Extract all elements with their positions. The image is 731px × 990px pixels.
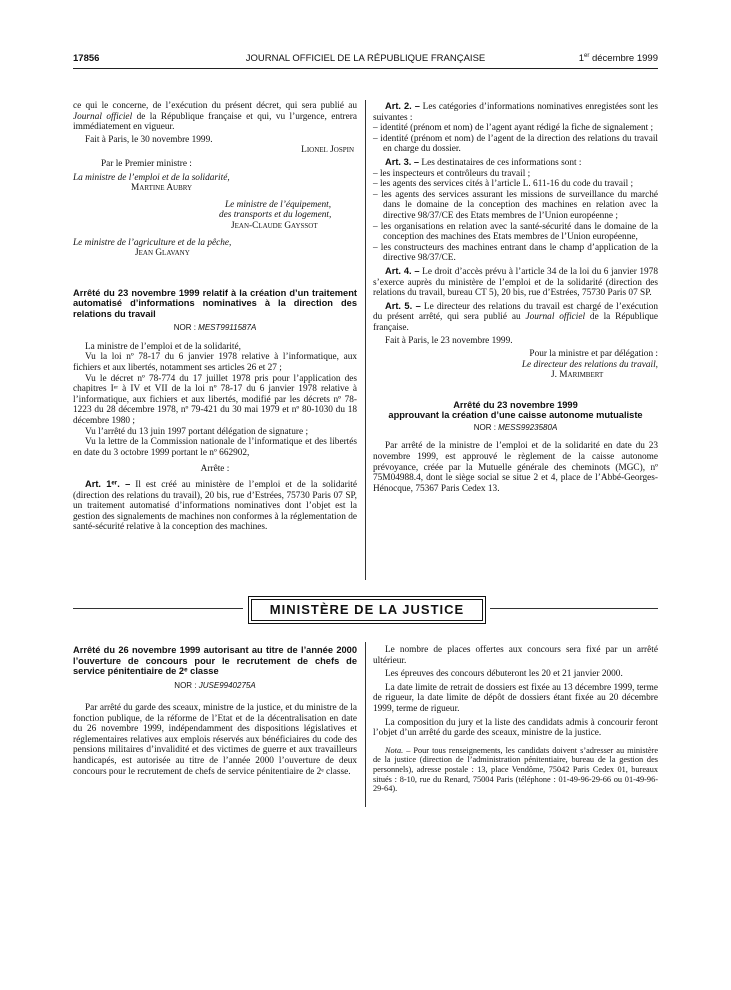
left-column-bottom: [73, 645, 357, 777]
par-delegation: Pour la ministre et par délégation :: [529, 349, 658, 360]
signature-glavany: Jean Glavany: [135, 248, 190, 259]
arrete3-right-para-0: Le nombre de places offertes aux concours sera fixé par un arrêté ultérieur.: [373, 645, 658, 666]
art2-list: [373, 123, 658, 155]
ministry-heading: MINISTÈRE DE LA JUSTICE: [251, 599, 483, 621]
left-column-top: [73, 101, 357, 533]
arrete3-right-para-2: La date limite de retrait de dossiers est fixée au 13 décembre 1999, terme de rigueur, la date limite de dépôt de dossiers étant fixée au 20 décembre 1999, terme de rigueur.: [373, 682, 658, 714]
right-column-top: [373, 101, 658, 494]
list-item: – les agents des services assurant les missions de surveillance du marché dans le domaine de la conception des machines en relation avec la directive 98/37/CE des Etats membres de l’Union européenne ;: [373, 189, 658, 221]
art3: Art. 3. – Les destinataires de ces informations sont :: [385, 156, 582, 168]
ministry-rule-left: [73, 608, 243, 609]
column-divider-bottom: [365, 642, 366, 807]
signature-marimbert: J. Marimbert: [551, 370, 604, 381]
art5: Art. 5. – Le directeur des relations du travail est chargé de l’exécution du présent arrêté, qui sera publié au Journal officiel de la République française.: [373, 300, 658, 333]
list-item: – les inspecteurs et contrôleurs du travail ;: [373, 168, 531, 179]
journal-title: JOURNAL OFFICIEL DE LA RÉPUBLIQUE FRANÇAISE: [245, 53, 486, 64]
list-item: – les organisations en relation avec la santé-sécurité dans le domaine de la conception des machines des Etats membres de l’Union européenne,: [373, 221, 658, 243]
ministre-agriculture: Le ministre de l’agriculture et de la pêche,: [73, 237, 232, 248]
arrete2-nor: NOR : MESS9923580A: [473, 422, 558, 432]
arrete2-title-2: approuvant la création d’une caisse autonome mutualiste: [388, 410, 643, 421]
list-item: – les constructeurs des machines entrant dans le champ d’application de la directive 98/37/CE.: [373, 242, 658, 264]
signature-gayssot: Jean-Claude Gayssot: [231, 220, 318, 231]
decree-end-paragraph: ce qui le concerne, de l’exécution du présent décret, qui sera publié au Journal officiel de la République française et qui, vu l’urgence, entrera immédiatement en vigueur.: [73, 101, 357, 133]
page-header: [73, 53, 658, 69]
arrete3-body: Par arrêté du garde des sceaux, ministre de la justice, et du ministre de la fonction publique, de la réforme de l’Etat et de la décentralisation en date du 26 novembre 1999, indépendamment des dispositions législatives et réglementaires relatives aux emplois réservés aux bénéficiaires du code des pensions militaires d’invalidité et des victimes de guerre et aux travailleurs handicapés, est autorisée au titre de l’année 2000 l’ouverture de deux concours pour le recrutement de chefs de service pénitentiaire de 2ᵉ classe.: [73, 703, 357, 777]
list-item: – identité (prénom et nom) de l’agent de la direction des relations du travail en charge du dossier.: [373, 133, 658, 155]
ministry-heading-box: [248, 596, 486, 624]
ministry-rule-right: [490, 608, 658, 609]
list-item: – les agents des services cités à l’article L. 611-16 du code du travail ;: [373, 179, 634, 190]
arrete1-para-1: Vu la loi nº 78-17 du 6 janvier 1978 relative à l’informatique, aux fichiers et aux libertés, notamment ses articles 26 et 27 ;: [73, 352, 357, 373]
arrete3-right-para-3: La composition du jury et la liste des candidats admis à concourir feront l’objet d’un arrêté du garde des sceaux, ministre de la justice.: [373, 717, 658, 739]
fait-a-paris: Fait à Paris, le 30 novembre 1999.: [85, 134, 213, 145]
arrete2-body: Par arrêté de la ministre de l’emploi et de la solidarité en date du 23 novembre 1999, est approuvé le règlement de la caisse autonome prévoyance, créée par la Mutuelle générale des cheminots (MGC), nº 75M04988.4, dont le siège social se situe 2 et 4, place de l’Abbé-Georges-Hénocque, 75367 Paris Cedex 13.: [373, 441, 658, 494]
arrete1-para-2: Vu le décret nº 78-774 du 17 juillet 1978 pris pour l’application des chapitres Iᵉʳ à IV et VII de la loi nº 78-17 du 6 janvier 1978 relative à l’informatique, aux fichiers et aux libertés, modifié par les décrets nº 78-1223 du 28 décembre 1978, nº 79-421 du 30 mai 1979 et nº 80-1030 du 18 décembre 1980 ;: [73, 373, 357, 426]
arrete3-nota: Nota. – Pour tous renseignements, les candidats doivent s’adresser au ministère de la justice (direction de l’administration pénitentiaire, bureau de la gestion des personnels), adresse postale : 13, place Vendôme, 75042 Paris Cedex 01, bureaux situés : 8-10, rue du Renard, 75004 Paris (téléphone : 01-49-96-29-66 ou 01-49-96-29-64).: [373, 745, 658, 794]
arrete1-art1: Art. 1ᵉʳ. – Il est créé au ministère de l’emploi et de la solidarité (direction des relations du travail), 20 bis, rue d’Estrées, 75730 Paris 07 SP, un traitement automatisé d’informations nominatives dont l’objet est la gestion des signalements de machines non conformes à la réglementation de santé-sécurité relative à la conception des machines.: [73, 478, 357, 533]
ministre-emploi: La ministre de l’emploi et de la solidarité,: [73, 172, 230, 183]
list-item: – identité (prénom et nom) de l’agent ayant rédigé la fiche de signalement ;: [373, 123, 654, 134]
issue-date: 1er décembre 1999: [578, 53, 658, 65]
arrete3-nor: NOR : JUSE9940275A: [174, 680, 256, 690]
art2: Art. 2. – Les catégories d’informations nominatives enregistées sont les suivantes :: [373, 101, 658, 123]
arrete3-right-para-1: Les épreuves des concours débuteront les 20 et 21 janvier 2000.: [385, 669, 623, 680]
art4: Art. 4. – Le droit d’accès prévu à l’article 34 de la loi du 6 janvier 1978 s’exerce auprès du ministère de l’emploi et de la solidarité (direction des relations du travail, bureau CT 5), 20 bis, rue d’Estrées, 75730 Paris 07 SP.: [373, 265, 658, 299]
right-column-bottom: [373, 645, 658, 794]
arrete1-arrete-label: Arrête :: [200, 464, 230, 475]
signature-aubry: Martine Aubry: [131, 183, 193, 194]
arrete1-para-4: Vu la lettre de la Commission nationale de l’informatique et des libertés en date du 3 octobre 1999 portant le nº 662902,: [73, 437, 357, 458]
column-divider-top: [365, 100, 366, 580]
page-number: 17856: [73, 53, 100, 64]
par-le-premier-ministre: Par le Premier ministre :: [101, 158, 192, 169]
arrete1-title: Arrêté du 23 novembre 1999 relatif à la création d’un traitement automatisé d’informations nominatives à la direction des relations du travail: [73, 287, 357, 319]
arrete1-para-0: La ministre de l’emploi et de la solidarité,: [85, 341, 241, 352]
art3-list: [373, 169, 658, 264]
ministre-equipement-1: Le ministre de l’équipement,: [225, 199, 332, 210]
ministre-equipement-2: des transports et du logement,: [219, 210, 332, 221]
header-rule: [73, 68, 658, 69]
directeur-relations-travail: Le directeur des relations du travail,: [521, 359, 658, 370]
arrete1-para-3: Vu l’arrêté du 13 juin 1997 portant délégation de signature ;: [85, 426, 309, 437]
arrete2-title-1: Arrêté du 23 novembre 1999: [453, 399, 578, 410]
arrete1-nor: NOR : MEST9911587A: [173, 323, 257, 333]
signature-jospin: Lionel Jospin: [301, 145, 354, 156]
arrete3-title: Arrêté du 26 novembre 1999 autorisant au titre de l’année 2000 l’ouverture de concours pour le recrutement de chefs de service pénitentiaire de 2ᵉ classe: [73, 645, 357, 676]
fait-a-paris-2: Fait à Paris, le 23 novembre 1999.: [385, 336, 513, 347]
